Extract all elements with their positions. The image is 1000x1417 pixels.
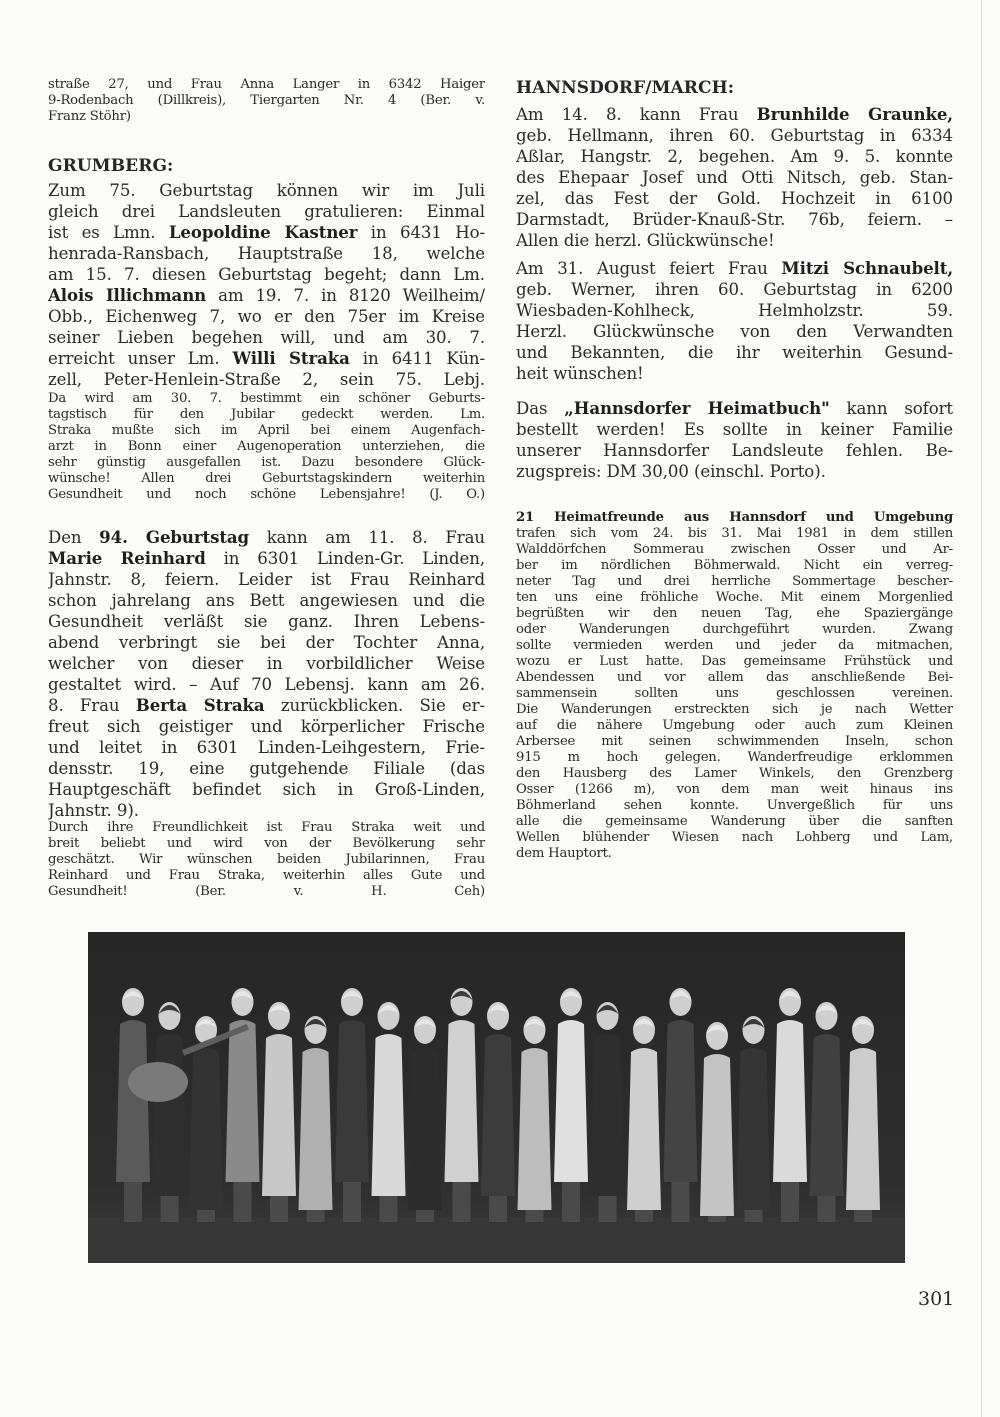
text-line: [48, 800, 485, 821]
group-photo-illustration: [88, 932, 905, 1263]
text-run: breit beliebt und wird von der Bevölkerung sehr: [48, 836, 485, 851]
text-run: straße 27, und Frau Anna Langer in 6342 Haiger: [48, 77, 485, 92]
text-run: Jahnstr. 9).: [48, 801, 139, 820]
guitar: [128, 1062, 188, 1102]
text-line: [516, 702, 953, 718]
grumberg-paragraph: [48, 180, 485, 390]
text-line: [516, 209, 953, 230]
text-run: unserer Hannsdorfer Landsleute fehlen. Be-: [516, 441, 953, 460]
text-run: am 19. 7. in 8120 Weilheim/: [206, 286, 485, 305]
text-line: [516, 125, 953, 146]
text-run: und leitet in 6301 Linden-Leihgestern, Frie-: [48, 738, 485, 757]
text-run: sehr günstig ausgefallen ist. Dazu besondere Glück-: [48, 455, 485, 470]
text-line: [516, 542, 953, 558]
text-run: erreicht unser Lm.: [48, 349, 233, 368]
text-line: [48, 836, 485, 852]
text-run: begrüßten wir den neuen Tag, ehe Spaziergänge: [516, 606, 953, 621]
text-run: ten uns eine fröhliche Woche. Mit einem Morgenlied: [516, 590, 953, 605]
text-run: geb. Hellmann, ihren 60. Geburtstag in 6334: [516, 126, 953, 145]
text-line: [48, 632, 485, 653]
text-line: [516, 167, 953, 188]
text-line: [48, 548, 485, 569]
text-line: [516, 622, 953, 638]
text-run: Abendessen und vor allem das anschließende Bei-: [516, 670, 953, 685]
text-run: abend verbringt sie bei der Tochter Anna,: [48, 633, 485, 652]
text-line: [516, 590, 953, 606]
text-run: ber im nördlichen Böhmerwald. Nicht ein verreg-: [516, 558, 953, 573]
text-line: [516, 654, 953, 670]
text-run: neter Tag und drei herrliche Sommertage bescher-: [516, 574, 953, 589]
text-run: Am 14. 8. kann Frau: [516, 105, 757, 124]
text-run: Walddörfchen Sommerau zwischen Osser und Ar-: [516, 542, 953, 557]
bold-text: Berta Straka: [135, 695, 265, 715]
page-binding-edge: [981, 0, 982, 1417]
text-line: [48, 590, 485, 611]
text-line: [516, 750, 953, 766]
text-run: Allen die herzl. Glückwünsche!: [516, 231, 775, 250]
text-run: Böhmerland sehen konnte. Unvergeßlich für uns: [516, 798, 953, 813]
text-run: kann sofort: [829, 399, 953, 418]
text-run: wozu er Lust hatte. Das gemeinsame Frühstück und: [516, 654, 953, 669]
text-run: gestaltet wird. – Auf 70 Lebensj. kann am 26.: [48, 675, 485, 694]
text-line: [48, 487, 485, 503]
text-line: [48, 737, 485, 758]
hannsdorf-paragraph: [516, 104, 953, 251]
text-run: zell, Peter-Henlein-Straße 2, sein 75. Lebj.: [48, 370, 485, 389]
text-line: [516, 766, 953, 782]
text-line: [516, 830, 953, 846]
text-run: heit wünschen!: [516, 364, 644, 383]
text-run: am 15. 7. diesen Geburtstag begeht; dann Lm.: [48, 265, 485, 284]
text-run: 915 m hoch gelegen. Wanderfreudige erklommen: [516, 750, 953, 765]
text-line: [48, 868, 485, 884]
text-line: [48, 569, 485, 590]
text-run: henrada-Ransbach, Hauptstraße 18, welche: [48, 244, 485, 263]
text-line: [48, 93, 485, 109]
text-line: [516, 814, 953, 830]
text-line: [48, 306, 485, 327]
text-run: Jahnstr. 8, feiern. Leider ist Frau Reinhard: [48, 570, 485, 589]
text-line: [48, 285, 485, 306]
text-line: [516, 798, 953, 814]
text-run: Den: [48, 528, 100, 547]
text-line: [516, 321, 953, 342]
text-line: [516, 686, 953, 702]
text-line: [48, 653, 485, 674]
text-line: [48, 180, 485, 201]
text-line: [48, 243, 485, 264]
page-number: 301: [918, 1288, 955, 1310]
text-run: den Hausberg des Lamer Winkels, den Grenzberg: [516, 766, 953, 781]
text-line: [516, 782, 953, 798]
treffen-paragraph: [516, 510, 953, 862]
text-line: [516, 526, 953, 542]
text-run: Herzl. Glückwünsche von den Verwandten: [516, 322, 953, 341]
section-heading-grumberg: GRUMBERG:: [48, 156, 174, 176]
text-run: zurückblicken. Sie er-: [264, 696, 485, 715]
text-run: in 6301 Linden-Gr. Linden,: [205, 549, 485, 568]
text-run: geb. Werner, ihren 60. Geburtstag in 6200: [516, 280, 953, 299]
text-line: [48, 439, 485, 455]
text-line: [48, 109, 485, 125]
text-run: Gesundheit! (Ber. v. H. Ceh): [48, 884, 485, 899]
text-run: Hauptgeschäft befindet sich in Groß-Linden,: [48, 780, 485, 799]
text-line: [48, 695, 485, 716]
text-line: [48, 611, 485, 632]
bold-text: Brunhilde Graunke,: [756, 104, 953, 124]
text-run: Arbersee mit seinen schwimmenden Inseln, schon: [516, 734, 953, 749]
text-line: [516, 461, 953, 482]
text-line: [516, 440, 953, 461]
text-line: [48, 884, 485, 900]
text-run: densstr. 19, eine gutgehende Filiale (das: [48, 759, 485, 778]
text-line: [516, 342, 953, 363]
text-run: Durch ihre Freundlichkeit ist Frau Straka weit und: [48, 820, 485, 835]
text-run: tagstisch für den Jubilar gedeckt werden. Lm.: [48, 407, 485, 422]
text-line: [48, 201, 485, 222]
reinhard-paragraph: [48, 527, 485, 821]
text-run: des Ehepaar Josef und Otti Nitsch, geb. Stan-: [516, 168, 953, 187]
text-run: sollte vermieden werden und jeder da mitmachen,: [516, 638, 953, 653]
text-line: [516, 188, 953, 209]
text-run: seiner Lieben begehen will, und am 30. 7.: [48, 328, 485, 347]
text-line: [516, 670, 953, 686]
text-run: Gesundheit und noch schöne Lebensjahre! (J. O.): [48, 487, 485, 502]
text-line: [516, 104, 953, 125]
text-line: [516, 300, 953, 321]
text-line: [48, 391, 485, 407]
text-run: Wiesbaden-Kohlheck, Helmholzstr. 59.: [516, 301, 953, 320]
grumberg-small-paragraph: [48, 391, 485, 503]
text-line: [48, 407, 485, 423]
text-line: [48, 779, 485, 800]
text-run: in 6411 Kün-: [349, 349, 485, 368]
section-heading-hannsdorf: HANNSDORF/MARCH:: [516, 78, 735, 98]
text-line: [516, 363, 953, 384]
bold-text: Willi Straka: [232, 348, 350, 368]
text-run: welcher von dieser in vorbildlicher Weise: [48, 654, 485, 673]
text-run: in 6431 Ho-: [357, 223, 485, 242]
text-run: Straka mußte sich im April bei einem Augenfach-: [48, 423, 485, 438]
text-line: [516, 279, 953, 300]
text-line: [516, 510, 953, 526]
text-line: [48, 852, 485, 868]
text-line: [516, 638, 953, 654]
text-run: wünsche! Allen drei Geburtstagskindern weiterhin: [48, 471, 485, 486]
bold-text: Marie Reinhard: [48, 548, 206, 568]
text-line: [48, 716, 485, 737]
text-line: [516, 419, 953, 440]
text-line: [516, 558, 953, 574]
text-run: arzt in Bonn einer Augenoperation unterziehen, die: [48, 439, 485, 454]
group-photo: [88, 932, 905, 1263]
text-run: gleich drei Landsleuten gratulieren: Einmal: [48, 202, 485, 221]
text-run: zel, das Fest der Gold. Hochzeit in 6100: [516, 189, 953, 208]
text-line: [516, 230, 953, 251]
text-line: [48, 471, 485, 487]
text-run: 9-Rodenbach (Dillkreis), Tiergarten Nr. 4 (Ber. v.: [48, 93, 485, 108]
bold-text: Alois Illichmann: [48, 285, 207, 305]
text-line: [48, 369, 485, 390]
reinhard-small-paragraph: [48, 820, 485, 900]
bold-text: 94. Geburtstag: [99, 527, 250, 547]
text-run: Zum 75. Geburtstag können wir im Juli: [48, 181, 485, 200]
text-run: Obb., Eichenweg 7, wo er den 75er im Kreise: [48, 307, 485, 326]
text-run: Das: [516, 399, 565, 418]
text-run: bestellt werden! Es sollte in keiner Familie: [516, 420, 953, 439]
intro-paragraph: [48, 77, 485, 125]
text-run: Wellen blühender Wiesen nach Lohberg und Lam,: [516, 830, 953, 845]
text-run: Da wird am 30. 7. bestimmt ein schöner Geburts-: [48, 391, 485, 406]
text-line: [48, 77, 485, 93]
text-line: [516, 398, 953, 419]
bold-text: „Hannsdorfer Heimatbuch": [564, 398, 830, 418]
bold-text: 21 Heimatfreunde aus Hannsdorf und Umgebung: [516, 510, 953, 525]
text-line: [516, 146, 953, 167]
text-run: auf die nähere Umgebung oder auch zum Kleinen: [516, 718, 953, 733]
text-line: [48, 327, 485, 348]
text-run: und Bekannten, die ihr weiterhin Gesund-: [516, 343, 953, 362]
text-run: Gesundheit verläßt sie ganz. Ihren Lebens-: [48, 612, 485, 631]
text-run: sammensein sollten uns geschlossen vereinen.: [516, 686, 953, 701]
text-run: trafen sich vom 24. bis 31. Mai 1981 in dem stillen: [516, 526, 953, 541]
heimatbuch-paragraph: [516, 398, 953, 482]
text-run: dem Hauptort.: [516, 846, 612, 861]
text-run: schon jahrelang ans Bett angewiesen und die: [48, 591, 485, 610]
text-run: Franz Stöhr): [48, 109, 131, 124]
text-run: Darmstadt, Brüder-Knauß-Str. 76b, feiern. –: [516, 210, 953, 229]
text-run: 8. Frau: [48, 696, 136, 715]
text-run: freut sich geistiger und körperlicher Frische: [48, 717, 485, 736]
text-run: kann am 11. 8. Frau: [249, 528, 485, 547]
bold-text: Leopoldine Kastner: [168, 222, 358, 242]
text-run: oder Wanderungen durchgeführt wurden. Zwang: [516, 622, 953, 637]
text-line: [516, 606, 953, 622]
text-line: [48, 820, 485, 836]
text-run: Die Wanderungen erstreckten sich je nach Wetter: [516, 702, 953, 717]
text-line: [48, 264, 485, 285]
text-line: [48, 674, 485, 695]
text-line: [516, 734, 953, 750]
text-line: [48, 222, 485, 243]
schnaubelt-paragraph: [516, 258, 953, 384]
text-run: geschätzt. Wir wünschen beiden Jubilarinnen, Frau: [48, 852, 485, 867]
text-run: Reinhard und Frau Straka, weiterhin alles Gute und: [48, 868, 485, 883]
text-line: [48, 758, 485, 779]
text-run: Osser (1266 m), von dem man weit hinaus ins: [516, 782, 953, 797]
text-line: [516, 718, 953, 734]
text-run: ist es Lmn.: [48, 223, 169, 242]
text-line: [516, 574, 953, 590]
text-line: [48, 527, 485, 548]
text-run: alle die gemeinsame Wanderung über die sanften: [516, 814, 953, 829]
bold-text: Mitzi Schnaubelt,: [781, 258, 953, 278]
meadow: [88, 1217, 905, 1263]
text-run: Aßlar, Hangstr. 2, begehen. Am 9. 5. konnte: [516, 147, 953, 166]
text-line: [516, 846, 953, 862]
text-run: zugspreis: DM 30,00 (einschl. Porto).: [516, 462, 826, 481]
text-line: [48, 423, 485, 439]
text-line: [48, 348, 485, 369]
text-line: [516, 258, 953, 279]
text-run: Am 31. August feiert Frau: [516, 259, 782, 278]
text-line: [48, 455, 485, 471]
